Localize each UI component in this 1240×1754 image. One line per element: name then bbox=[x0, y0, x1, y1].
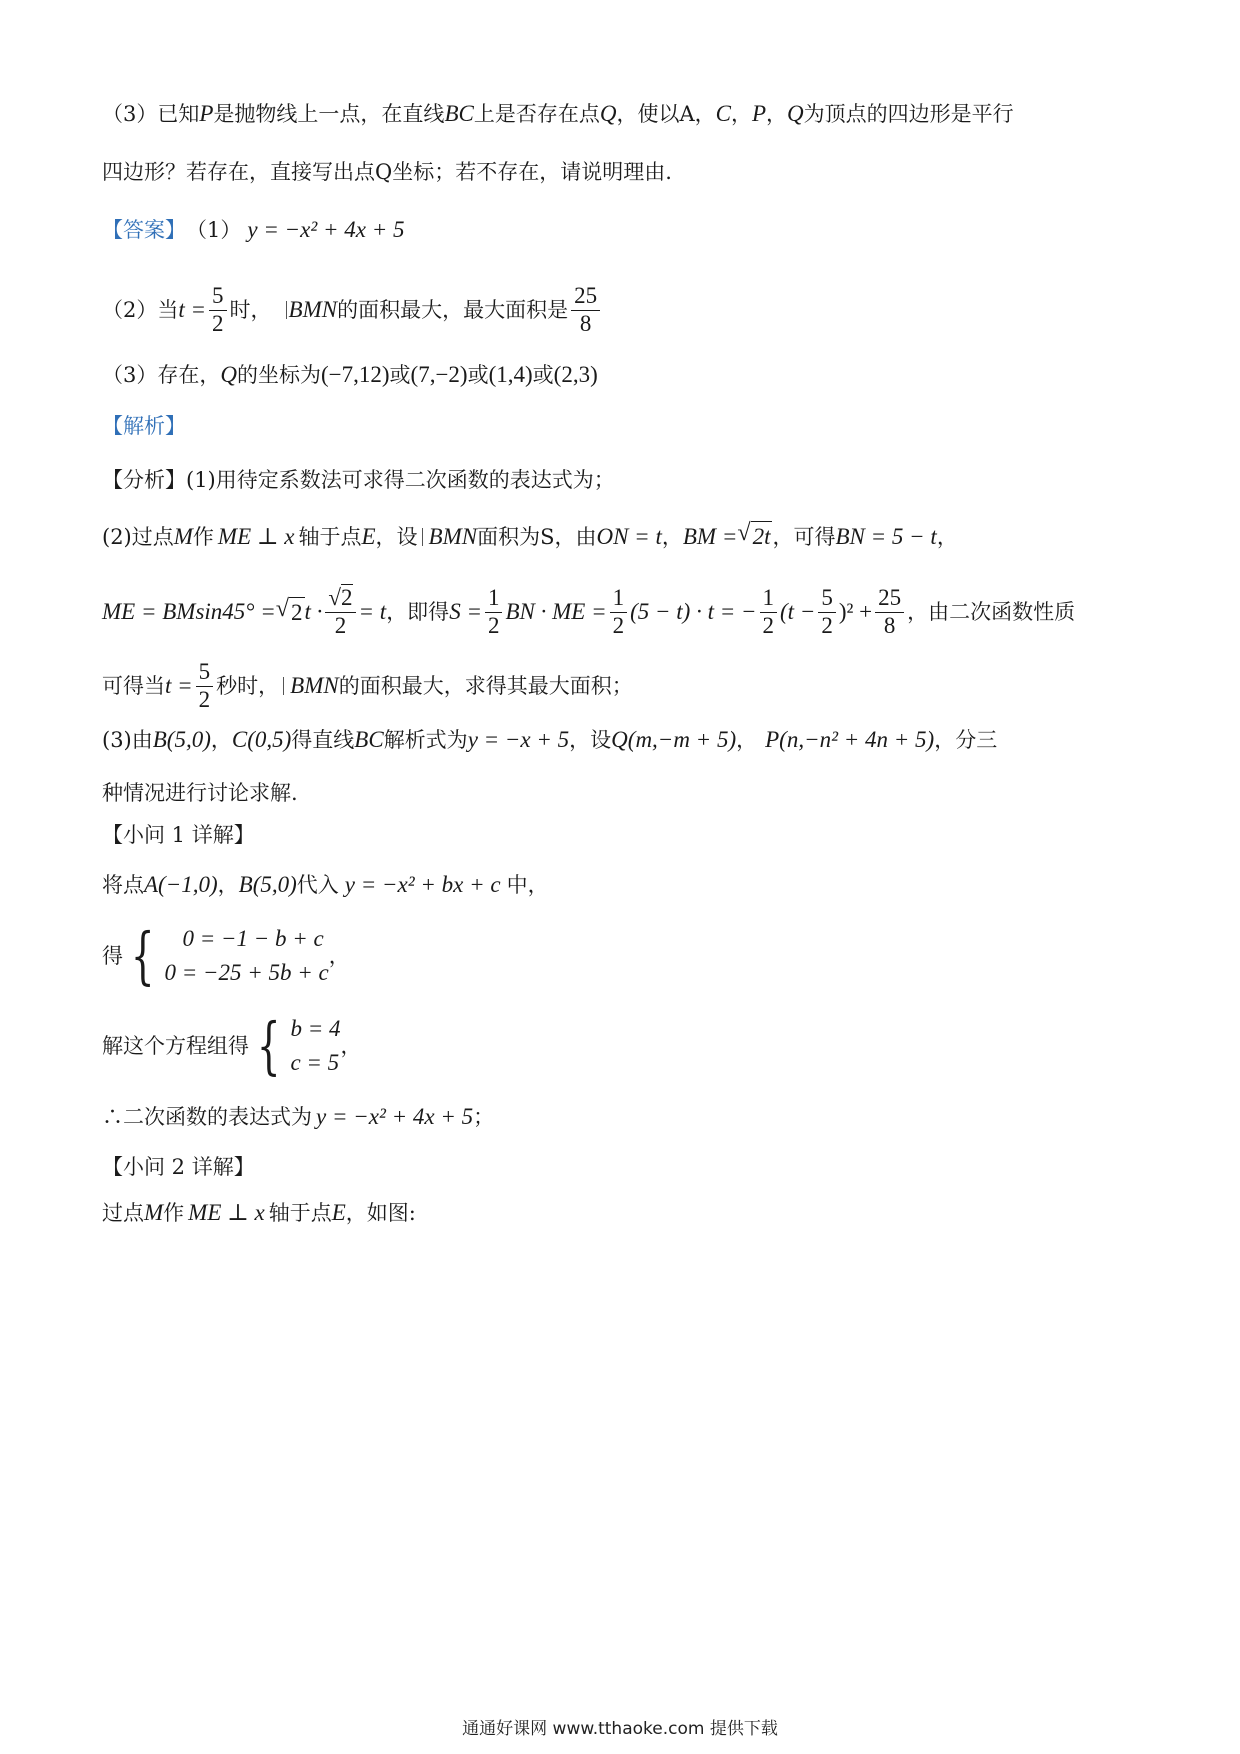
analysis-line-3: ME = BMsin45° = √ 2 t · $\frac{√2}{2}$ = t ，即得 S = $\frac{1}{2}$ BN · ME = $\frac{1}{2}$ (5 − t) · t = − $\frac{1}{2}$ (t − $\frac{5}{2}$ )² + $\frac{25}{8}$ ，由二次函数性质 bbox=[102, 585, 1076, 638]
part1-header: 【小问 1 详解】 bbox=[102, 823, 255, 847]
fraction-25-8: $\frac{25}{8}$ bbox=[571, 284, 600, 335]
answer-line-1: 【答案】 （1） y = −x² + 4x + 5 bbox=[102, 215, 404, 245]
analysis-line-1: 【分析】 (1)用待定系数法可求得二次函数的表达式为； bbox=[102, 468, 615, 492]
analysis-tag: 【解析】 bbox=[102, 414, 186, 438]
fraction-sqrt2-2: $\frac{√2}{2}$ bbox=[325, 586, 355, 637]
fraction-25-8: $\frac{25}{8}$ bbox=[875, 586, 904, 637]
answer-1-expr: y = −x² + 4x + 5 bbox=[247, 217, 405, 242]
part2-header: 【小问 2 详解】 bbox=[102, 1155, 255, 1179]
fraction-5-2: $\frac{5}{2}$ bbox=[196, 660, 214, 711]
solution-system: { b = 4 c = 5 bbox=[256, 1009, 341, 1082]
answer-line-2: （2）当 t = $\frac{5}{2}$ 时， BMN 的面积最大，最大面积是 $\frac{25}{8}$ bbox=[102, 280, 603, 340]
part1-line-1: 将点 A(−1,0) ， B(5,0) 代入 y = −x² + bx + c 中， bbox=[102, 872, 549, 897]
fraction-1-2: $\frac{1}{2}$ bbox=[610, 586, 628, 637]
question-3-line-2: 四边形？若存在，直接写出点Q坐标；若不存在，请说明理由. bbox=[102, 160, 672, 184]
part1-system-2: 解这个方程组得 { b = 4 c = 5 ， bbox=[102, 1009, 362, 1082]
part1-conclusion: ∴二次函数的表达式为 y = −x² + 4x + 5 ； bbox=[102, 1104, 495, 1129]
question-3-line-1: （3）已知 P 是抛物线上一点，在直线 BC 上是否存在点 Q ，使以A， C ， P ， Q 为顶点的四边形是平行 bbox=[102, 101, 1014, 126]
page-footer: 通通好课网 www.tthaoke.com 提供下载 bbox=[462, 1719, 778, 1739]
equation-system: { 0 = −1 − b + c 0 = −25 + 5b + c bbox=[130, 919, 329, 992]
answer-line-3: （3）存在， Q 的坐标为 (−7,12) 或 (7,−2) 或 (1,4) 或 (2,3) bbox=[102, 362, 598, 387]
fraction-1-2: $\frac{1}{2}$ bbox=[760, 586, 778, 637]
sqrt-2: √ 2 bbox=[276, 597, 305, 628]
part1-system-1: 得 { 0 = −1 − b + c 0 = −25 + 5b + c ， bbox=[102, 919, 350, 992]
analysis-line-5: (3)由 B(5,0) ， C(0,5) 得直线 BC 解析式为 y = −x + 5 ，设 Q(m,−m + 5) ， P(n,−n² + 4n + 5) ，分三 bbox=[102, 727, 998, 752]
triangle-glyph bbox=[283, 677, 284, 695]
analysis-line-6: 种情况进行讨论求解. bbox=[102, 781, 298, 805]
fraction-5-2: $\frac{5}{2}$ bbox=[818, 586, 836, 637]
triangle-glyph bbox=[422, 528, 423, 546]
answer-tag: 【答案】 bbox=[102, 218, 186, 242]
fraction-1-2: $\frac{1}{2}$ bbox=[485, 586, 503, 637]
analysis-line-4: 可得当 t = $\frac{5}{2}$ 秒时， BMN 的面积最大，求得其最大面积； bbox=[102, 659, 633, 712]
part2-line-1: 过点 M 作 ME ⊥ x 轴于点 E ，如图: bbox=[102, 1200, 416, 1225]
analysis-line-2: (2)过点 M 作 ME ⊥ x 轴于点 E ，设 BMN 面积为S，由 ON = t ， BM = √ 2t ，可得 BN = 5 − t ， bbox=[102, 521, 958, 552]
triangle-glyph bbox=[286, 301, 287, 319]
analysis-header bbox=[102, 411, 186, 441]
sqrt-2t: √ 2t bbox=[737, 521, 772, 552]
fraction-5-2: $\frac{5}{2}$ bbox=[209, 284, 227, 335]
